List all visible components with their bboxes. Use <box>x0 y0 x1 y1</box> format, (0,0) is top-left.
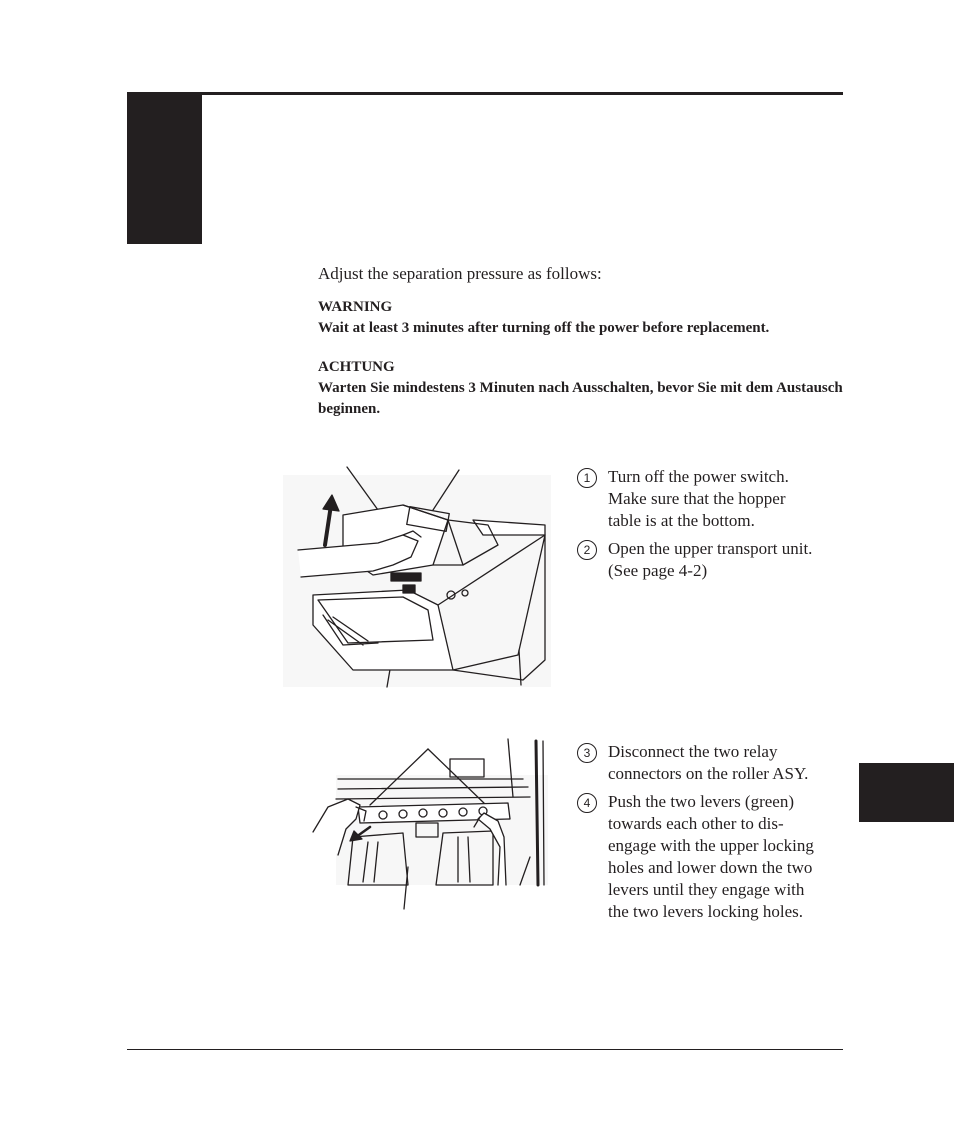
chapter-side-tab <box>859 763 954 822</box>
steps-connectors-and-levers <box>577 741 847 929</box>
step-text-line: towards each other to dis- <box>608 814 784 833</box>
step-text-line: Open the upper transport unit. <box>608 539 813 558</box>
warning-heading: WARNING <box>318 299 393 315</box>
warning-notice <box>318 297 843 339</box>
step-item <box>577 791 847 923</box>
step-item <box>577 466 847 532</box>
achtung-body: Warten Sie mindestens 3 Minuten nach Ausschalten, bevor Sie mit dem Austausch beginnen. <box>318 380 843 417</box>
step-text-line: Disconnect the two relay <box>608 742 778 761</box>
chapter-block <box>127 95 202 244</box>
step-number-badge: 2 <box>577 540 597 560</box>
step-text-line: Push the two levers (green) <box>608 792 795 811</box>
step-text-line: connectors on the roller ASY. <box>608 764 809 783</box>
step-text-line: holes and lower down the two <box>608 858 813 877</box>
warning-body: Wait at least 3 minutes after turning off the power before replacement. <box>318 320 770 336</box>
step-text-line: (See page 4-2) <box>608 561 708 580</box>
step-text-line: Make sure that the hopper <box>608 489 786 508</box>
step-item <box>577 741 847 785</box>
step-text-line: engage with the upper locking <box>608 836 814 855</box>
achtung-notice <box>318 357 843 420</box>
scanner-open-illustration <box>283 465 551 690</box>
step-text-line: levers until they engage with <box>608 880 805 899</box>
step-text-line: Turn off the power switch. <box>608 467 789 486</box>
steps-power-and-open <box>577 466 847 588</box>
step-number-badge: 3 <box>577 743 597 763</box>
step-text-line: table is at the bottom. <box>608 511 755 530</box>
step-item <box>577 538 847 582</box>
levers-illustration <box>308 737 552 912</box>
top-rule <box>127 92 843 95</box>
intro-text: Adjust the separation pressure as follows: <box>318 264 602 283</box>
step-text-line: the two levers locking holes. <box>608 902 803 921</box>
bottom-rule <box>127 1049 843 1050</box>
step-number-badge: 1 <box>577 468 597 488</box>
achtung-heading: ACHTUNG <box>318 359 395 375</box>
step-number-badge: 4 <box>577 793 597 813</box>
